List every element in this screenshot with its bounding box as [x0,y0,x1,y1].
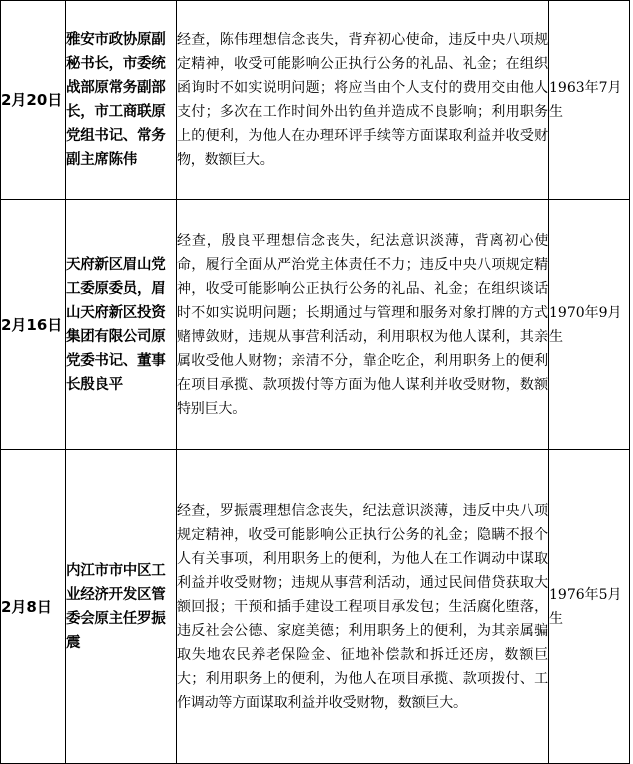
name-cell [66,200,177,450]
name-cell [66,1,177,200]
date-cell [1,200,66,450]
violation-description: 经查，陈伟理想信念丧失，背弃初心使命，违反中央八项规定精神，收受可能影响公正执行公务的礼品、礼金；在组织函询时不如实说明问题；将应当由个人支付的费用交由他人支付；多次在工作时间外出钓鱼并造成不良影响；利用职务上的便利，为他人在办理环评手续等方面谋取利益并收受财物，数额巨大。 [177,32,548,168]
birth-cell [549,1,630,200]
name-cell [66,450,177,764]
official-name-and-title: 天府新区眉山党工委原委员，眉山天府新区投资集团有限公司原党委书记、董事长殷良平 [66,256,166,393]
birth-date: 1963年7月生 [549,80,622,120]
date-cell [1,1,66,200]
description-cell [177,450,549,764]
record-date: 2月16日 [1,315,63,334]
birth-cell [549,200,630,450]
birth-date: 1970年9月生 [549,304,622,345]
violation-description: 经查，罗振震理想信念丧失，纪法意识淡薄，违反中央八项规定精神，收受可能影响公正执行公务的礼金；隐瞒不报个人有关事项，利用职务上的便利，为他人在工作调动中谋取利益并收受财物；违规从事营利活动，通过民间借贷获取大额回报；干预和插手建设工程项目承发包；生活腐化堕落，违反社会公德、家庭美德；利用职务上的便利，为其亲属骗取失地农民养老保险金、征地补偿款和拆迁还房，数额巨大；利用职务上的便利，为他人在项目承揽、款项拨付、工作调动等方面谋取利益并收受财物，数额巨大。 [177,502,548,711]
description-cell [177,200,549,450]
record-date: 2月8日 [1,597,52,616]
description-cell [177,1,549,200]
official-name-and-title: 内江市市中区工业经济开发区管委会原主任罗振震 [66,562,166,651]
birth-date: 1976年5月生 [549,586,622,627]
birth-cell [549,450,630,764]
official-name-and-title: 雅安市政协原副秘书长，市委统战部原常务副部长，市工商联原党组书记、常务副主席陈伟 [66,32,166,168]
table-row [1,450,630,764]
record-date: 2月20日 [1,91,63,109]
violation-description: 经查，殷良平理想信念丧失，纪法意识淡薄，背离初心使命，履行全面从严治党主体责任不力；违反中央八项规定精神，收受可能影响公正执行公务的礼品、礼金；在组织谈话时不如实说明问题；长期通过与管理和服务对象打牌的方式赌博敛财，违规从事营利活动，利用职权为他人谋利，其亲属收受他人财物；亲清不分，靠企吃企，利用职务上的便利在项目承揽、款项拨付等方面为他人谋利并收受财物，数额特别巨大。 [177,232,548,417]
date-cell [1,450,66,764]
table-row [1,200,630,450]
table-row [1,1,630,200]
